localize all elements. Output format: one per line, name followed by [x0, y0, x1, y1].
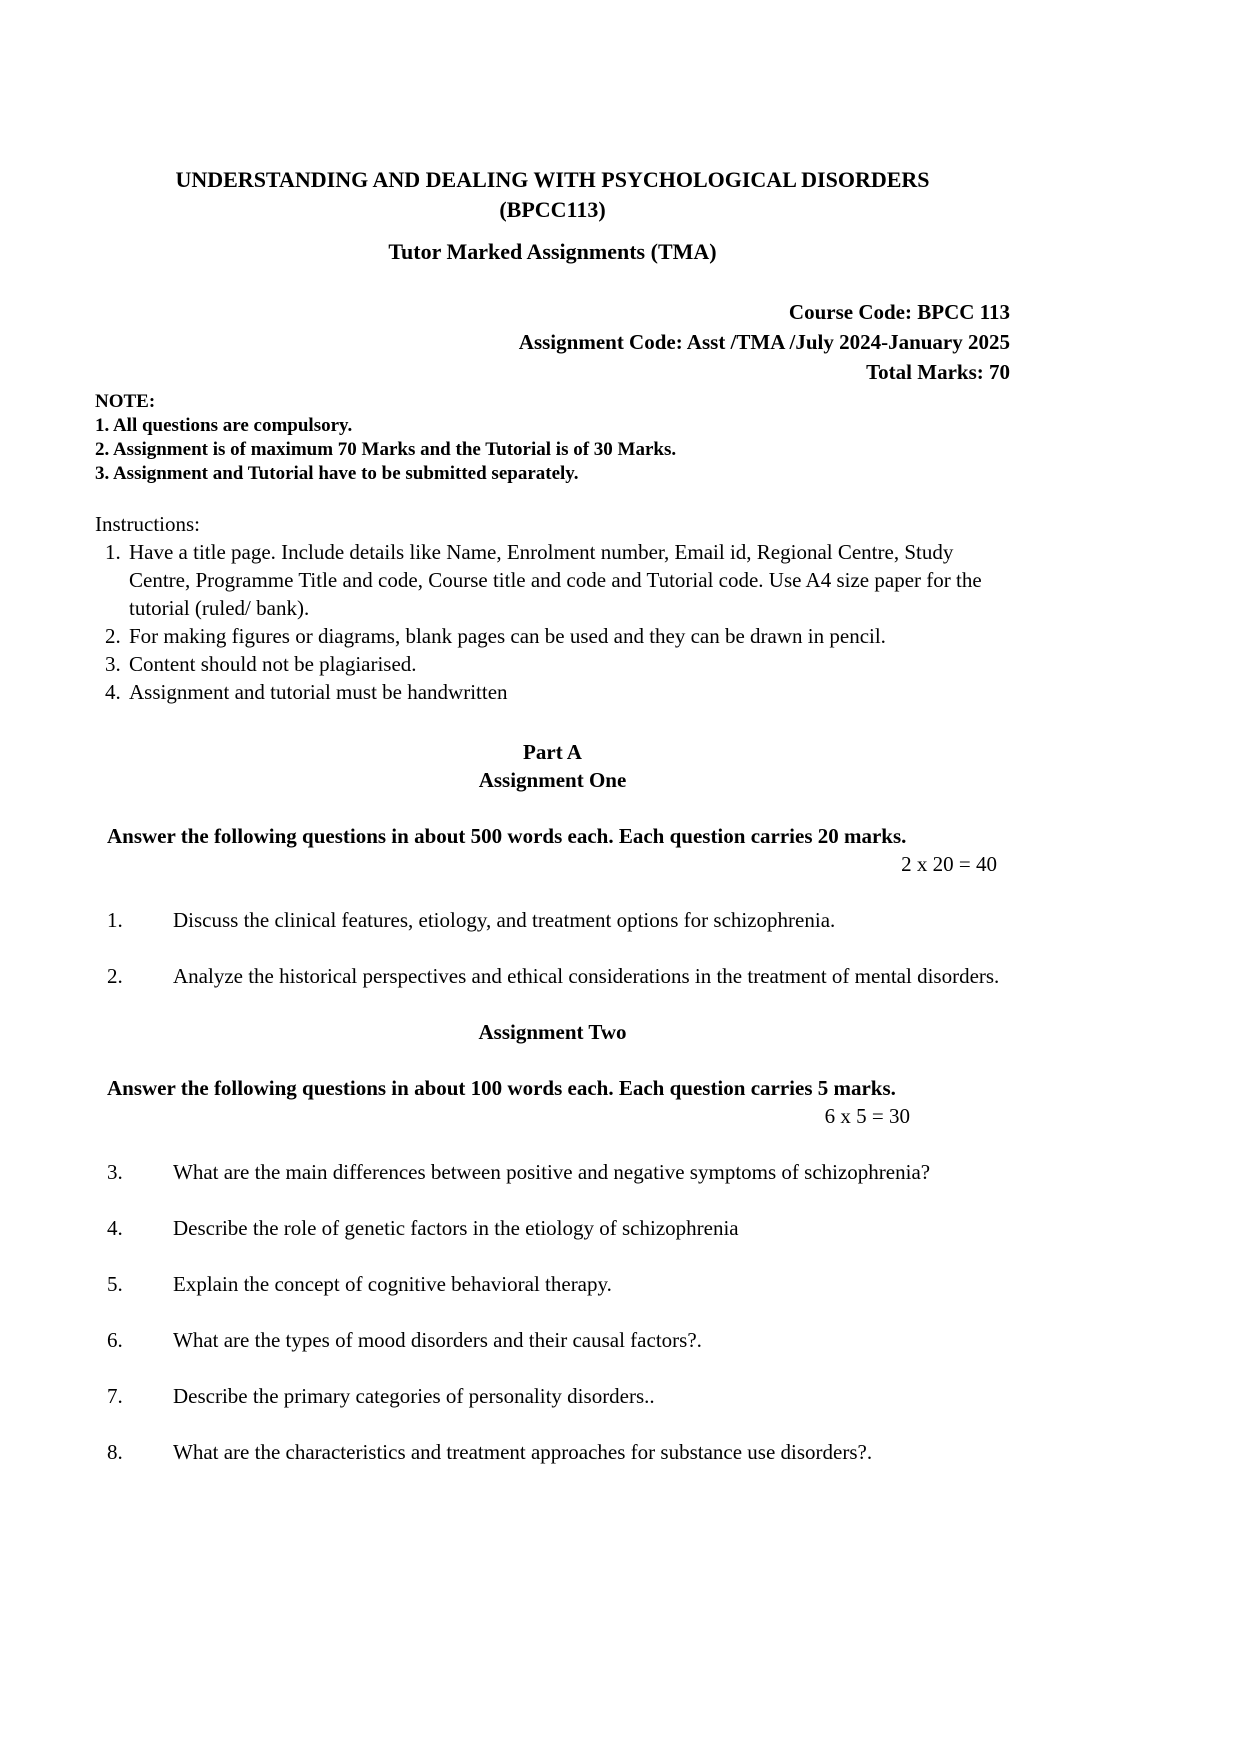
assignment-two-marks-formula: 6 x 5 = 30 — [824, 1104, 910, 1128]
assignment-two-heading: Assignment Two — [478, 1020, 627, 1044]
instruction-text: Assignment and tutorial must be handwritten — [129, 680, 508, 704]
question-row — [95, 1158, 1010, 1186]
title-line-1: UNDERSTANDING AND DEALING WITH PSYCHOLOGICAL DISORDERS — [175, 167, 930, 192]
instructions-heading: Instructions: — [95, 512, 200, 536]
document-subtitle: Tutor Marked Assignments (TMA) — [388, 239, 717, 264]
part-a-heading-line-2: Assignment One — [478, 768, 627, 792]
course-code: Course Code: BPCC 113 — [788, 300, 1010, 324]
instructions-section — [95, 510, 1010, 706]
instruction-item — [95, 678, 1010, 706]
assignment-two-instruction: Answer the following questions in about 100 words each. Each question carries 5 marks. — [107, 1076, 896, 1100]
document-title — [95, 165, 1010, 225]
instruction-number: 3. — [105, 652, 121, 676]
part-a-instruction: Answer the following questions in about 500 words each. Each question carries 20 marks. — [107, 824, 907, 848]
question-number: 1. — [107, 908, 123, 932]
part-a-marks-formula: 2 x 20 = 40 — [901, 852, 997, 876]
note-item: 2. Assignment is of maximum 70 Marks and the Tutorial is of 30 Marks. — [95, 439, 677, 460]
question-row — [95, 1326, 1010, 1354]
total-marks: Total Marks: 70 — [866, 360, 1010, 384]
instruction-number: 4. — [105, 680, 121, 704]
instruction-text: Content should not be plagiarised. — [129, 652, 417, 676]
note-section — [95, 390, 1010, 486]
note-heading: NOTE: — [95, 391, 156, 412]
question-number: 7. — [107, 1384, 123, 1408]
instruction-text: For making figures or diagrams, blank pages can be used and they can be drawn in pencil. — [129, 624, 886, 648]
instruction-item — [95, 622, 1010, 650]
question-number: 5. — [107, 1272, 123, 1296]
question-row — [95, 1382, 1010, 1410]
instruction-item — [95, 538, 1010, 622]
question-text: What are the types of mood disorders and their causal factors?. — [173, 1328, 702, 1352]
question-text: What are the characteristics and treatment approaches for substance use disorders?. — [173, 1440, 873, 1464]
instruction-text: Have a title page. Include details like Name, Enrolment number, Email id, Regional Centre, Study Centre, Programme Title and code, Course title and code and Tutorial code. Use A4 size paper for the tutorial (ruled/ bank). — [129, 540, 982, 620]
question-number: 8. — [107, 1440, 123, 1464]
part-a-heading — [95, 738, 1010, 794]
instruction-item — [95, 650, 1010, 678]
question-row — [95, 1438, 1010, 1466]
question-text: Analyze the historical perspectives and ethical considerations in the treatment of mental disorders. — [173, 964, 1000, 988]
question-text: Describe the role of genetic factors in the etiology of schizophrenia — [173, 1216, 739, 1240]
question-text: Describe the primary categories of personality disorders.. — [173, 1384, 655, 1408]
instruction-number: 2. — [105, 624, 121, 648]
question-row — [95, 962, 1010, 990]
instruction-number: 1. — [105, 540, 121, 564]
note-item: 3. Assignment and Tutorial have to be submitted separately. — [95, 463, 579, 484]
question-number: 3. — [107, 1160, 123, 1184]
note-item: 1. All questions are compulsory. — [95, 415, 353, 436]
course-meta-block — [95, 297, 1010, 387]
question-text: Explain the concept of cognitive behavioral therapy. — [173, 1272, 612, 1296]
part-a-heading-line-1: Part A — [523, 740, 582, 764]
question-number: 4. — [107, 1216, 123, 1240]
title-line-2: (BPCC113) — [499, 197, 606, 222]
question-text: Discuss the clinical features, etiology, and treatment options for schizophrenia. — [173, 908, 836, 932]
question-row — [95, 1214, 1010, 1242]
assignment-code: Assignment Code: Asst /TMA /July 2024-January 2025 — [518, 330, 1010, 354]
question-row — [95, 906, 1010, 934]
question-number: 2. — [107, 964, 123, 988]
question-row — [95, 1270, 1010, 1298]
question-text: What are the main differences between positive and negative symptoms of schizophrenia? — [173, 1160, 931, 1184]
question-number: 6. — [107, 1328, 123, 1352]
